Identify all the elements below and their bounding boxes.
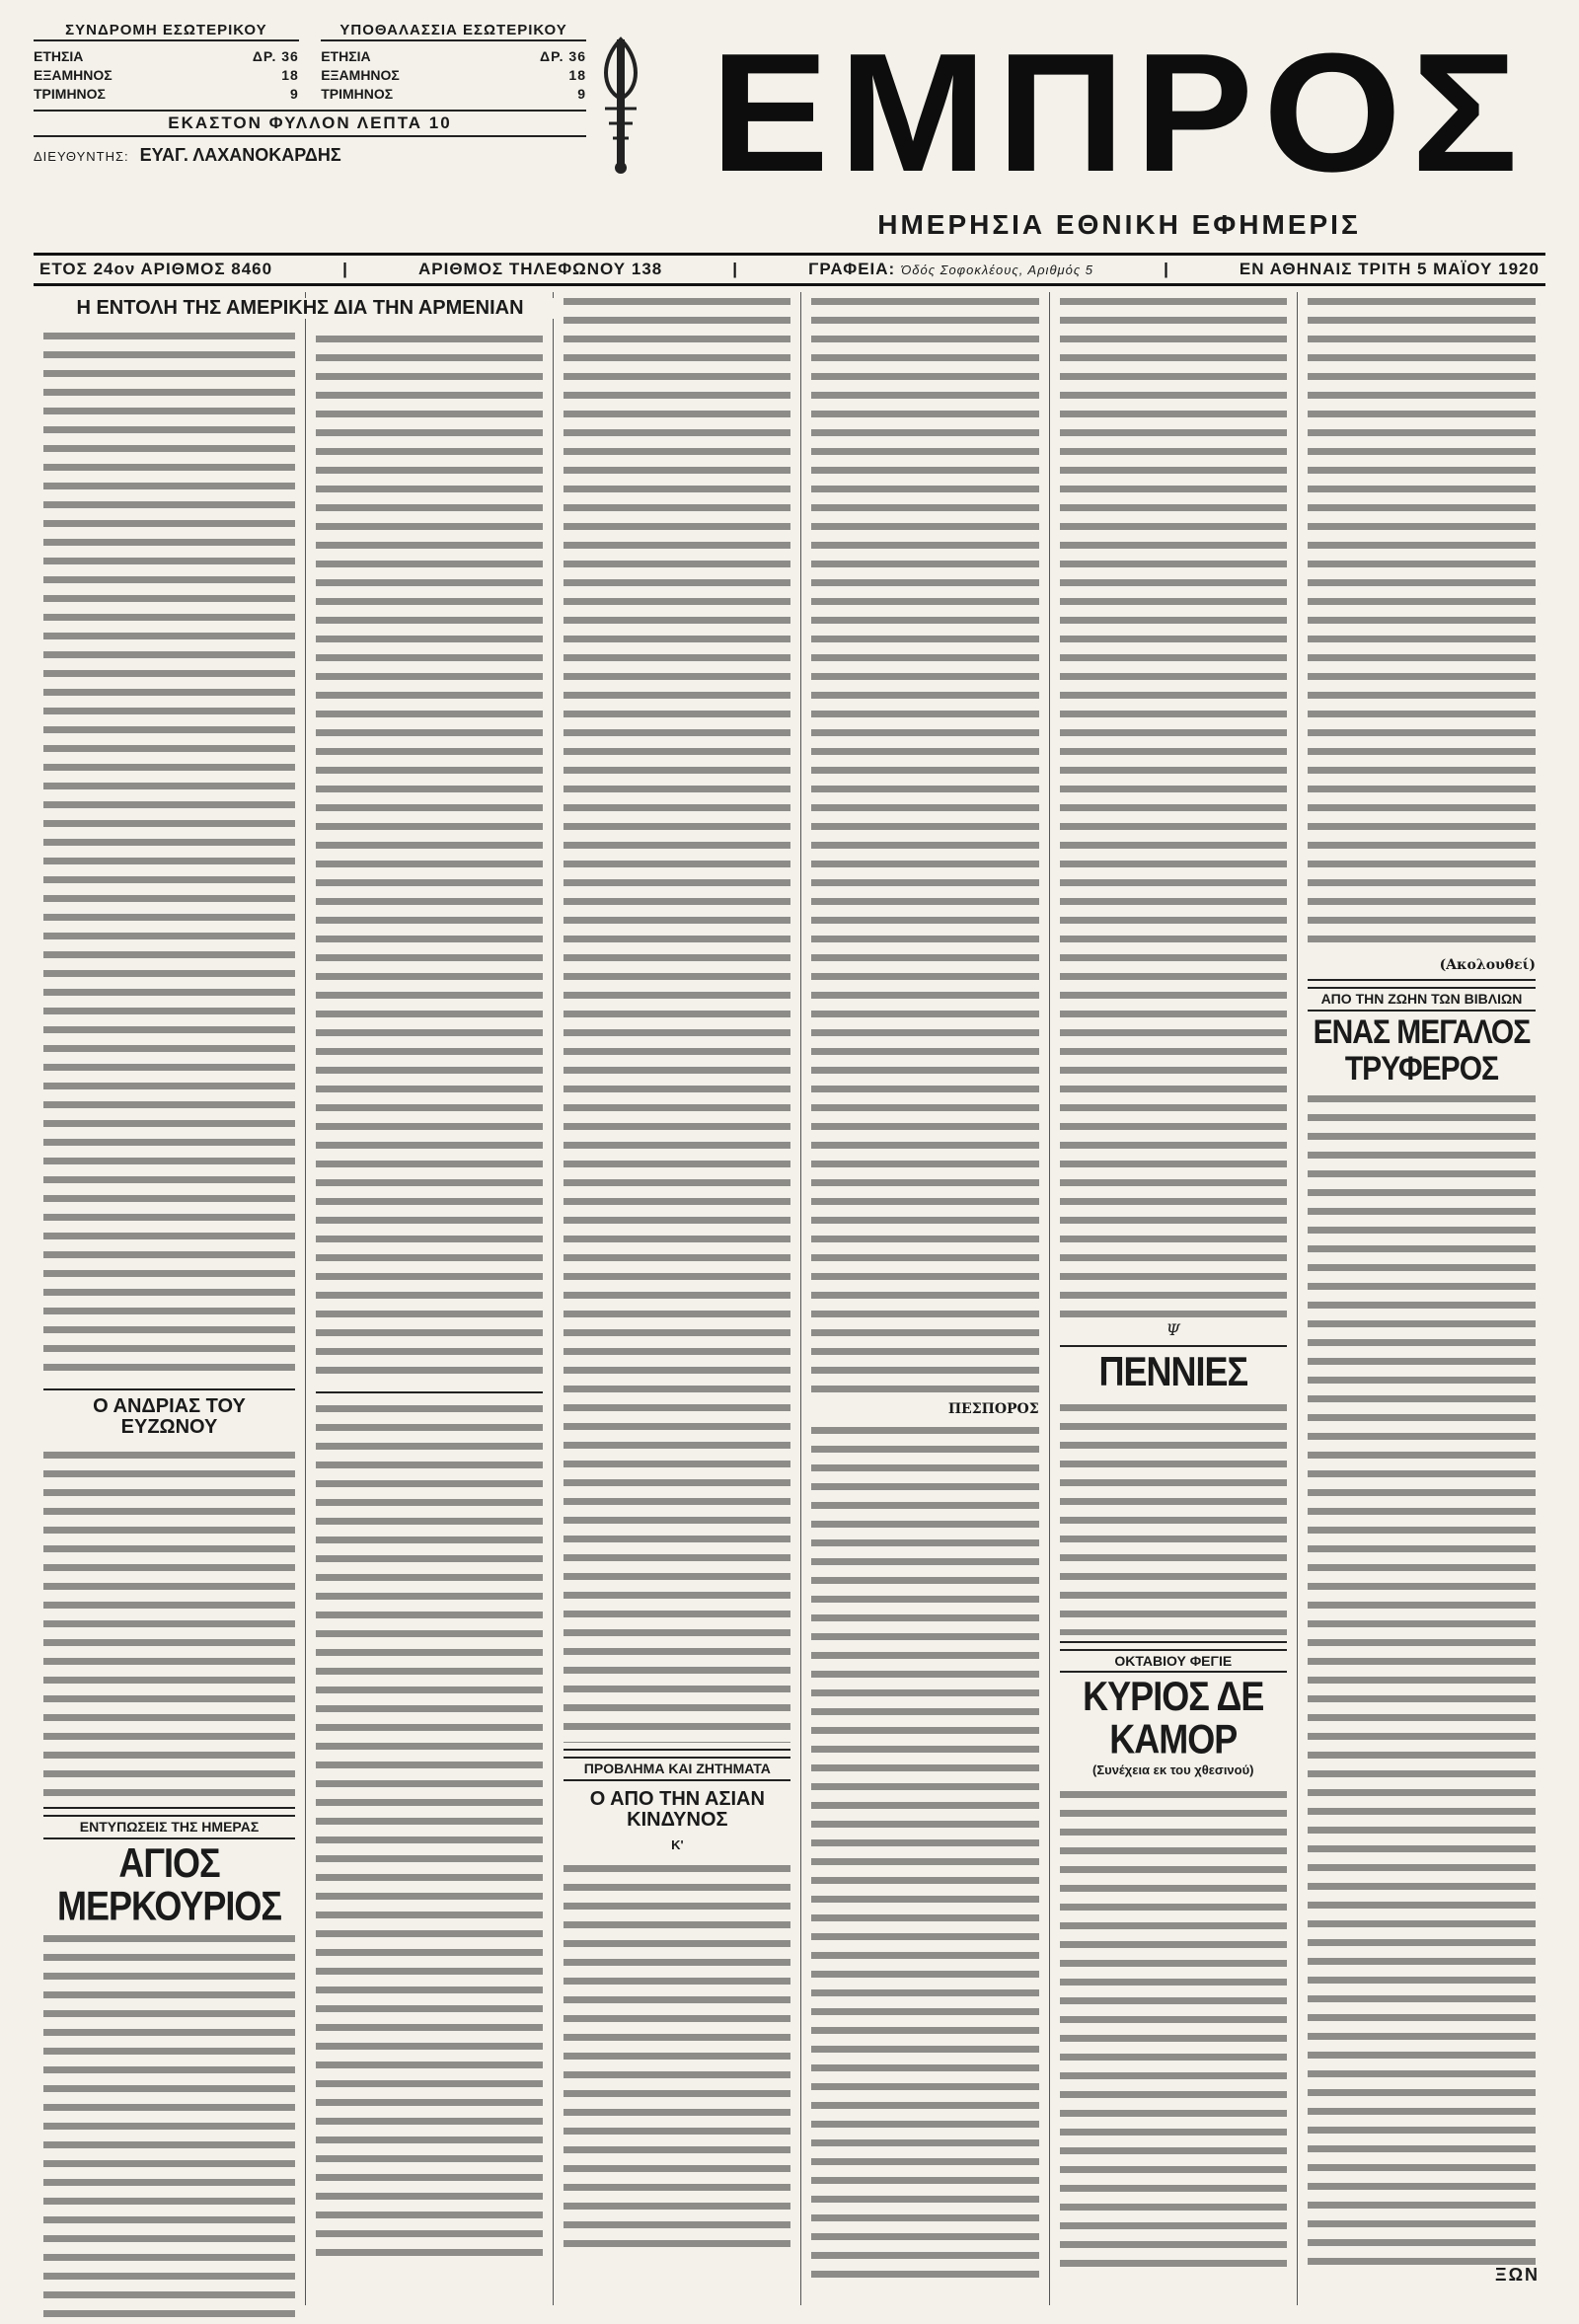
- article-column-5-top: [1060, 292, 1287, 1318]
- article-6-kicker: ΟΚΤΑΒΙΟΥ ΦΕΓΙΕ: [1060, 1649, 1287, 1674]
- article-2-body-cont: [316, 1399, 543, 2268]
- article-4-kicker: ΠΡΟΒΛΗΜΑ ΚΑΙ ΖΗΤΗΜΑΤΑ: [564, 1757, 790, 1781]
- article-6-subhead: (Συνέχεια εκ του χθεσινού): [1092, 1762, 1254, 1778]
- subs-exterior-list: ΕΤΗΣΙΑ ΔΡ. 36 ΕΞΑΜΗΝΟΣ 18 ΤΡΙΜΗΝΟΣ 9: [321, 48, 586, 102]
- article-6-headline: ΚΥΡΙΟΣ ΔΕ ΚΑΜΟΡ: [1083, 1673, 1264, 1763]
- article-5-headline: ΠΕΝΝΙΕΣ: [1098, 1347, 1248, 1395]
- article-2-body: [43, 1446, 295, 1801]
- article-3-headline: ΑΓΙΟΣ ΜΕΡΚΟΥΡΙΟΣ: [57, 1838, 281, 1929]
- newspaper-tagline: ΗΜΕΡΗΣΙΑ ΕΘΝΙΚΗ ΕΦΗΜΕΡΙΣ: [877, 209, 1361, 240]
- price-line: ΕΚΑΣΤΟΝ ΦΥΛΛΟΝ ΛΕΠΤΑ 10: [34, 110, 586, 137]
- torch-emblem-icon: [591, 30, 650, 178]
- subs-exterior-label: ΥΠΟΘΑΛΑΣΣΙΑ ΕΣΩΤΕΡΙΚΟΥ: [321, 22, 586, 41]
- column-5: [1050, 292, 1298, 2305]
- column-4: [801, 292, 1049, 2305]
- article-column-4-top: [811, 292, 1038, 1397]
- director-label: ΔΙΕΥΘΥΝΤΗΣ:: [34, 149, 129, 164]
- article-column-4-mid: [811, 1421, 1038, 2289]
- subscription-box: [34, 22, 586, 166]
- issue-info-bar: ΕΤΟΣ 24ον ΑΡΙΘΜΟΣ 8460 | ΑΡΙΘΜΟΣ ΤΗΛΕΦΩΝΟΥ 138 | ΓΡΑΦΕΙΑ: Όδός Σοφοκλέους, Αριθμός 5 | ΕΝ ΑΘΗΝΑΙΣ ΤΡΙΤΗ 5 ΜΑΪΟΥ 1920: [34, 253, 1545, 286]
- article-6-body: [1060, 1785, 1287, 2279]
- article-4-body: [564, 1859, 790, 2254]
- article-7-kicker: ΑΠΟ ΤΗΝ ΖΩΗΝ ΤΩΝ ΒΙΒΛΙΩΝ: [1308, 987, 1536, 1012]
- issue-offices: ΓΡΑΦΕΙΑ: Όδός Σοφοκλέους, Αριθμός 5: [808, 260, 1094, 278]
- article-4-subhead: Κ': [671, 1837, 684, 1852]
- footer-mark: ΞΩΝ: [1494, 2265, 1540, 2285]
- column-3: [554, 292, 801, 2305]
- article-1-body-cont: [316, 330, 543, 1386]
- article-2-headline: Ο ΑΝΔΡΙΑΣ ΤΟΥ ΕΥΖΩΝΟΥ: [93, 1395, 246, 1438]
- article-1-body: [43, 327, 295, 1383]
- article-column-6-top: [1308, 292, 1536, 953]
- director-line: [34, 145, 586, 166]
- subs-interior-list: ΕΤΗΣΙΑ ΔΡ. 36 ΕΞΑΜΗΝΟΣ 18 ΤΡΙΜΗΝΟΣ 9: [34, 48, 299, 102]
- issue-date: ΕΝ ΑΘΗΝΑΙΣ ΤΡΙΤΗ 5 ΜΑΪΟΥ 1920: [1239, 260, 1540, 278]
- issue-phone: ΑΡΙΘΜΟΣ ΤΗΛΕΦΩΝΟΥ 138: [417, 260, 663, 278]
- column-1: [34, 292, 524, 2305]
- subs-interior-label: ΣΥΝΔΡΟΜΗ ΕΣΩΤΕΡΙΚΟΥ: [34, 22, 299, 41]
- column-6: [1298, 292, 1545, 2305]
- newspaper-logo: [685, 19, 1553, 207]
- article-7-continues: (Ακολουθεί): [1439, 957, 1536, 973]
- article-column-3-top: [564, 292, 790, 1743]
- article-7-body: [1308, 1089, 1536, 2274]
- column-2: [306, 292, 554, 2305]
- article-3-body: [43, 1929, 295, 2324]
- article-7-headline: ΕΝΑΣ ΜΕΓΑΛΟΣ ΤΡΥΦΕΡΟΣ: [1313, 1012, 1531, 1087]
- article-columns: [34, 292, 1545, 2305]
- article-1-headline: Η ΕΝΤΟΛΗ ΤΗΣ ΑΜΕΡΙΚΗΣ ΔΙΑ ΤΗΝ ΑΡΜΕΝΙΑΝ: [43, 298, 557, 319]
- director-name: ΕΥΑΓ. ΛΑΧΑΝΟΚΑΡΔΗΣ: [139, 145, 341, 165]
- article-4-signature: ΠΕΣΠΟΡΟΣ: [947, 1401, 1039, 1417]
- article-3-kicker: ΕΝΤΥΠΩΣΕΙΣ ΤΗΣ ΗΜΕΡΑΣ: [43, 1815, 295, 1839]
- newspaper-title: ΕΜΠΡΟΣ: [710, 19, 1529, 207]
- article-5-body: [1060, 1398, 1287, 1635]
- handwritten-mark: Ψ: [1165, 1320, 1180, 1339]
- masthead: [34, 19, 1545, 247]
- article-4-headline: Ο ΑΠΟ ΤΗΝ ΑΣΙΑΝ ΚΙΝΔΥΝΟΣ: [589, 1787, 765, 1831]
- issue-year-number: ΕΤΟΣ 24ον ΑΡΙΘΜΟΣ 8460: [39, 260, 273, 278]
